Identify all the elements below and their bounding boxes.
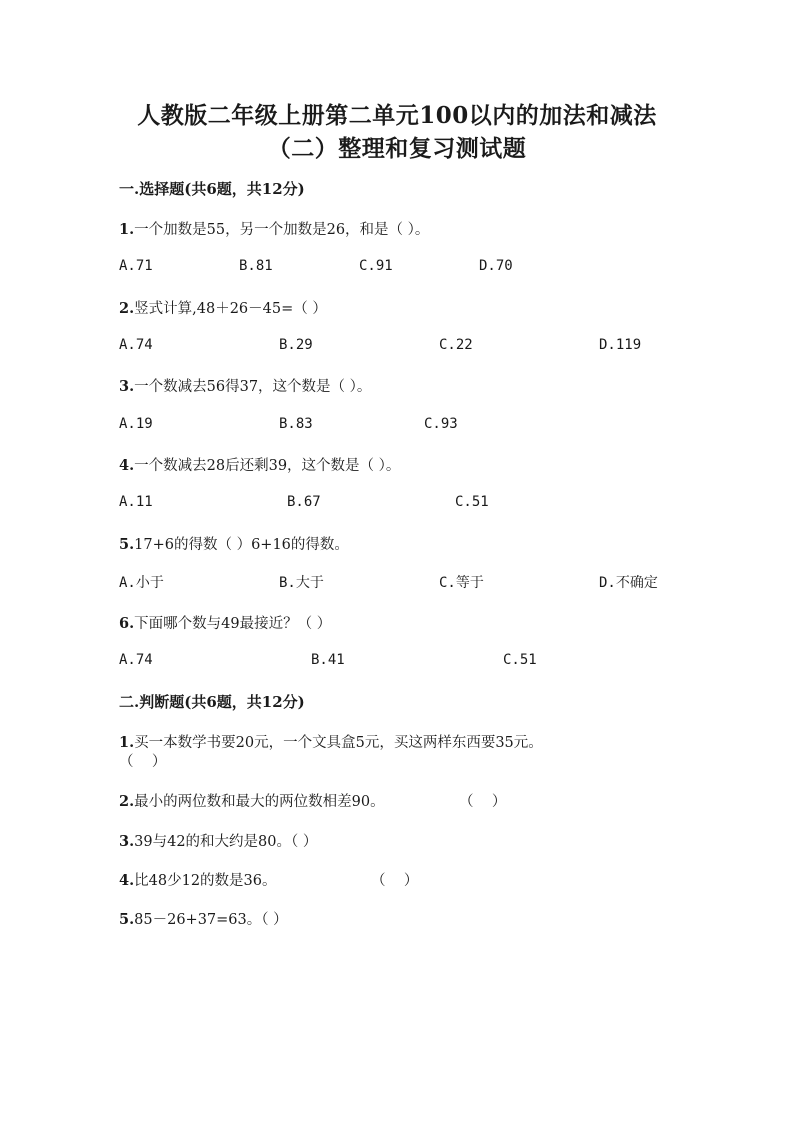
question-number: 4. bbox=[119, 457, 135, 474]
option-b: B.大于 bbox=[279, 575, 324, 591]
question-1 bbox=[119, 218, 429, 239]
question-number: 3. bbox=[119, 378, 135, 395]
question-text: 比48少12的数是36。 bbox=[134, 873, 277, 889]
option-c: C.22 bbox=[439, 337, 473, 353]
document-title-line-2: （二）整理和复习测试题 bbox=[267, 135, 527, 162]
option-a: A.小于 bbox=[119, 575, 164, 591]
option-b: B.81 bbox=[239, 258, 273, 274]
question-text: 85－26+37=63。（ ） bbox=[134, 912, 288, 928]
question-text: 竖式计算,48＋26－45=（ ） bbox=[134, 301, 327, 317]
option-a: A.19 bbox=[119, 416, 153, 432]
question-6 bbox=[119, 612, 331, 633]
judgement-1 bbox=[119, 731, 543, 752]
question-number: 6. bbox=[119, 615, 135, 632]
option-b: B.83 bbox=[279, 416, 313, 432]
option-c: C.等于 bbox=[439, 575, 484, 591]
question-5 bbox=[119, 533, 349, 554]
question-number: 2. bbox=[119, 793, 135, 810]
question-number: 2. bbox=[119, 300, 135, 317]
question-3 bbox=[119, 375, 371, 396]
judgement-3 bbox=[119, 830, 317, 851]
question-number: 1. bbox=[119, 221, 135, 238]
option-a: A.11 bbox=[119, 494, 153, 510]
judgement-2 bbox=[119, 790, 385, 811]
option-c: C.91 bbox=[359, 258, 393, 274]
option-b: B.29 bbox=[279, 337, 313, 353]
question-text: 最小的两位数和最大的两位数相差90。 bbox=[134, 794, 385, 810]
section-heading-true-false: 二.判断题(共6题，共12分) bbox=[119, 693, 305, 711]
section-heading-multiple-choice: 一.选择题(共6题，共12分) bbox=[119, 180, 305, 198]
question-text: 一个数减去28后还剩39，这个数是（ ）。 bbox=[134, 458, 401, 474]
question-text: 一个数减去56得37，这个数是（ ）。 bbox=[134, 379, 372, 395]
question-number: 5. bbox=[119, 911, 135, 928]
question-number: 3. bbox=[119, 833, 135, 850]
option-b: B.67 bbox=[287, 494, 321, 510]
question-2 bbox=[119, 297, 327, 318]
question-number: 4. bbox=[119, 872, 135, 889]
question-text: 17+6的得数（ ）6+16的得数。 bbox=[134, 537, 349, 553]
option-b: B.41 bbox=[311, 652, 345, 668]
judgement-4 bbox=[119, 869, 277, 890]
option-c: C.51 bbox=[455, 494, 489, 510]
judgement-5 bbox=[119, 908, 288, 929]
option-a: A.71 bbox=[119, 258, 153, 274]
option-a: A.74 bbox=[119, 652, 153, 668]
question-text: 买一本数学书要20元，一个文具盒5元，买这两样东西要35元。 bbox=[134, 735, 543, 751]
option-c: C.93 bbox=[424, 416, 458, 432]
question-text: 一个加数是55，另一个加数是26，和是（ ）。 bbox=[134, 222, 430, 238]
question-number: 1. bbox=[119, 734, 135, 751]
option-a: A.74 bbox=[119, 337, 153, 353]
option-d: D.不确定 bbox=[599, 575, 658, 591]
answer-blank: （ ） bbox=[459, 794, 507, 810]
question-4 bbox=[119, 454, 400, 475]
option-d: D.70 bbox=[479, 258, 513, 274]
question-text: 39与42的和大约是80。（ ） bbox=[134, 834, 318, 850]
question-text: 下面哪个数与49最接近？（ ） bbox=[134, 616, 332, 632]
answer-blank: （ ） bbox=[119, 754, 167, 770]
answer-blank: （ ） bbox=[371, 873, 419, 889]
question-number: 5. bbox=[119, 536, 135, 553]
document-title-line-1: 人教版二年级上册第二单元100以内的加法和减法 bbox=[137, 102, 657, 129]
option-d: D.119 bbox=[599, 337, 642, 353]
option-c: C.51 bbox=[503, 652, 537, 668]
